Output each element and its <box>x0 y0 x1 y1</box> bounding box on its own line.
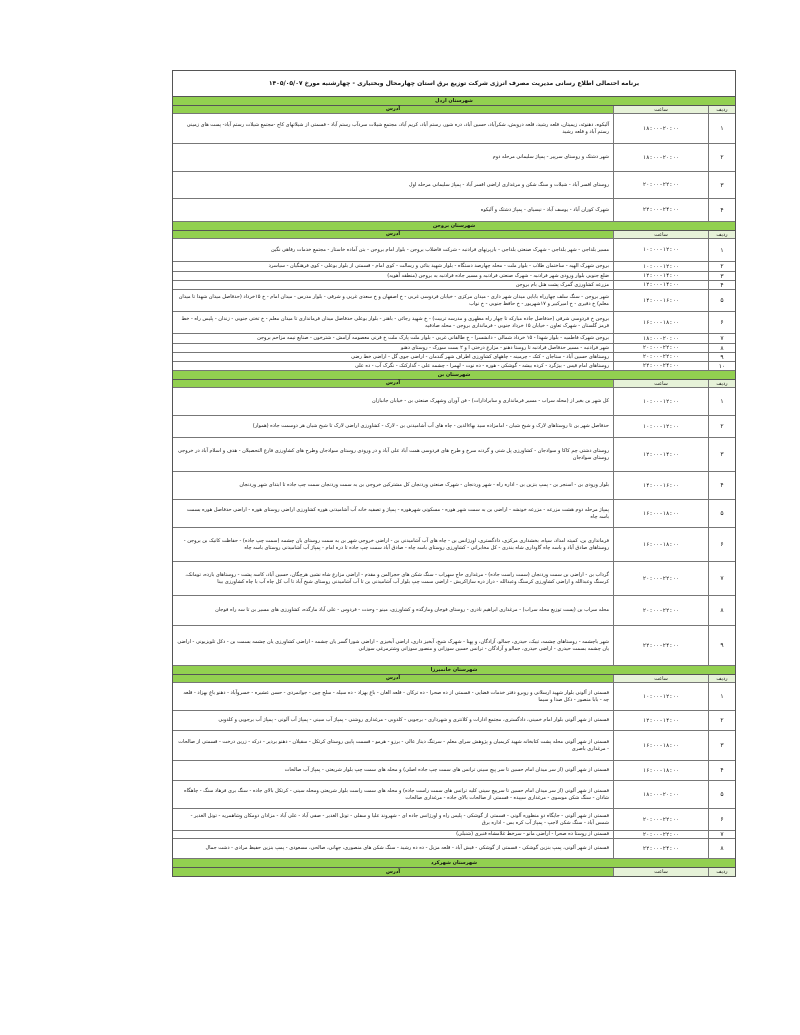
row-index: ۸ <box>708 596 735 625</box>
column-header-row <box>173 675 735 683</box>
row-address: روستای افسر آباد - شیلات و سنگ شکن و مرغداری اراضی افسر آباد - پمپاژ سلیمانی مرحله اول <box>408 181 609 188</box>
row-address: آلیکوه، دهنوئه، زیمیتان، قلعه رشید، قلعه درویش، شکرآباد، حسین آباد، دره شور، رستم آباد، کریم آباد، مجتمع شیلات سردآب رستم آباد - قسمتی از شیلاتهای کاج -مجتمع شیلات رستم آباد- پست های زمینی رستم آباد و قلعه رشید <box>186 121 609 135</box>
row-address: قسمتی از شهر آلونی، پمپ بنزین گوشکی - قسمتی از گوشکی - قیش آباد - قلعه مزیل - ده ده رشید - سنگ شکن های منصوری، جهانی، صالحی، مسعودی - پمپ بنزین حفیظ مرادی - دشت جمال <box>205 845 609 851</box>
row-index: ۲ <box>708 416 735 437</box>
row-address: قسمتی از روستا ده صحرا - اراضی مانو - سرخط غلامشاه قنبری (شنبلی) <box>456 831 609 837</box>
table-row <box>173 362 735 371</box>
row-index: ۹ <box>708 626 735 665</box>
column-header-address: آدرس <box>173 675 613 682</box>
row-time: ۱۸:۰۰-۲۰:۰۰ <box>613 334 708 343</box>
row-index: ۸ <box>708 344 735 352</box>
row-address: ضلع جنوبی بلوار ورودی شهر فرادنبه - شهرک صنعتی فرادنبه و مسیر جاده فرادنبه به بروجن (منطقه آهویه) <box>387 272 609 279</box>
row-time: ۲۲:۰۰-۲۴:۰۰ <box>613 839 708 858</box>
row-index: ۳ <box>708 172 735 198</box>
table-row <box>173 262 735 272</box>
row-index: ۱ <box>708 683 735 710</box>
row-time: ۱۴:۰۰-۱۶:۰۰ <box>613 472 708 499</box>
row-time: ۱۲:۰۰-۱۴:۰۰ <box>613 272 708 280</box>
row-time: ۲۲:۰۰-۲۴:۰۰ <box>613 626 708 665</box>
city-header: شهرستان خانمیرزا <box>173 666 735 675</box>
column-header-address: آدرس <box>173 380 613 387</box>
table-row <box>173 626 735 666</box>
row-time: ۱۸:۰۰-۲۰:۰۰ <box>613 144 708 171</box>
city-header: شهرستان بروجن <box>173 222 735 231</box>
row-address: قسمتی از شهر آلونی بلوار امام خمینی، دادگستری، مجتمع ادارات و کلانتری و شهرداری - برجویی - کلدوبی - مرغداری روشنی - پمپاژ آب سینی - پمپاژ آب آلونی - پمپاژ آب برجویی و کلدوبی <box>218 717 609 723</box>
table-row <box>173 809 735 831</box>
row-address: شهر دشتک و روستای سرپیر - پمپاژ سلیمانی مرحله دوم <box>492 154 609 160</box>
table-row <box>173 353 735 362</box>
column-header-address: آدرس <box>173 868 613 876</box>
column-header-address: آدرس <box>173 231 613 238</box>
row-address: شهر باچشمه - روستاهای چشمه، تیبک، حیدری، جمالو، آزادگان، و پهنا - شهرک شیخ، آبخیز داری، اراضی آبخیزی - اراضی شورا گسر یان چشمه - اراضی کشاورزی یان چشمه بسمت بن - دکل تلویزیونی - اراضی یان چشمه بسمت حیدری - اراضی حیدری، جمالو و آزادگان - ترانس حسین سوزانی و منصور سوزانی وشترمرغی سوزانی <box>177 638 609 652</box>
row-time: ۱۶:۰۰-۱۸:۰۰ <box>613 528 708 561</box>
table-row <box>173 199 735 222</box>
table-row <box>173 239 735 262</box>
row-time: ۱۲:۰۰-۱۴:۰۰ <box>613 438 708 471</box>
row-index: ۲ <box>708 711 735 730</box>
row-index: ۷ <box>708 334 735 343</box>
row-address: فرمانداری بن، کمیته امداد، سپاه، بخشداری مرکزی، دادگستری، اورژانس بن - چاه های آب آشامیدنی بن - اراضی خروجی شهر بن به سمت روستای بان چشمه (سمت چپ جاده) - حفاظت کانیک بن بروجن - روستاهای صادق آباد و باسه چاه گاوداری شاه بندری - کل مخابراتی - کشاورزی روستای باسه چاه - صادق آباد سمت چپ جاده تا دره امام - پمپاژ آب آشامیدنی روستای باسه چاه <box>183 537 609 551</box>
table-row <box>173 334 735 344</box>
row-time: ۱۶:۰۰-۱۸:۰۰ <box>613 731 708 760</box>
row-time: ۱۰:۰۰-۱۲:۰۰ <box>613 416 708 437</box>
row-time: ۱۴:۰۰-۱۶:۰۰ <box>613 290 708 311</box>
column-header-index: ردیف <box>708 231 735 238</box>
column-header-index: ردیف <box>708 868 735 876</box>
row-time: ۱۶:۰۰-۱۸:۰۰ <box>613 761 708 780</box>
row-time: ۲۰:۰۰-۲۲:۰۰ <box>613 353 708 361</box>
row-address: بروجن خ فردوسی شرقی (حدفاصل جاده مبارکه تا چهار راه مطهری و مدرسه تربیت) - خ شهید رجائی - باهنر - بلوار بوعلی حدفاصل میدان فرمانداری تا میدان معلم - خ تختی جنوبی - زندان - پلیس راه - خط قرمز گلستان - شهرک تعاون - خیابان ۱۵ خرداد جنوبی - فرمانداری بروجن - محله صادقیه <box>181 315 609 329</box>
table-row <box>173 281 735 290</box>
row-index: ۳ <box>708 438 735 471</box>
table-row <box>173 312 735 334</box>
row-index: ۹ <box>708 353 735 361</box>
row-index: ۶ <box>708 809 735 830</box>
table-row <box>173 472 735 500</box>
city-header: شهرستان اردل <box>173 97 735 106</box>
row-time: ۲۰:۰۰-۲۲:۰۰ <box>613 809 708 830</box>
row-time: ۲۰:۰۰-۲۲:۰۰ <box>613 831 708 838</box>
row-address: بروجن شهرک فاطمیه - بلوار شهدا - ۱۵ خرداد شمالی - دانشسرا - خ طالقانی غربی - بلوار ملت پارک ملت خ قرنی معصومه آرامش - شترخون - صنایع نیمه مزاحم بروجن <box>257 335 609 341</box>
row-address: کل شهر بن بغیر از (محله سراب - مسیر فرمانداری و سابرادارات) - فن آوران وشهرک صنعتی بن - خیابان جانبازان <box>371 398 609 404</box>
table-row <box>173 839 735 859</box>
table-row <box>173 683 735 711</box>
row-time: ۲۰:۰۰-۲۲:۰۰ <box>613 172 708 198</box>
row-index: ۶ <box>708 528 735 561</box>
outage-schedule-table <box>172 70 736 877</box>
table-row <box>173 438 735 472</box>
row-index: ۱ <box>708 114 735 143</box>
column-header-time: ساعت <box>613 380 708 387</box>
row-index: ۲ <box>708 144 735 171</box>
table-row <box>173 596 735 626</box>
table-row <box>173 290 735 312</box>
column-header-row <box>173 380 735 388</box>
row-address: پمپاژ مرحله دوم هشت مزرعه - مزرعه خونشه - اراضی بن به سمت شهر هوره - مسکونی شهرهوره - پمپاژ و تصفیه خانه آب آشامیدنی هوره کشاورزی اراضی روستای هوره - اراضی حدفاصل هوره بسمت باسه چاه <box>186 506 609 520</box>
row-time: ۲۰:۰۰-۲۲:۰۰ <box>613 344 708 352</box>
row-index: ۱ <box>708 239 735 261</box>
column-header-time: ساعت <box>613 675 708 682</box>
row-index: ۱۰ <box>708 362 735 370</box>
row-time: ۱۰:۰۰-۱۲:۰۰ <box>613 239 708 261</box>
table-row <box>173 731 735 761</box>
table-row <box>173 528 735 562</box>
table-row <box>173 388 735 416</box>
row-address: بلوار ورودی بن - اسنجر بن - پمپ بنزین بن - اداره راه - شهر وردنجان - شهرک صنعتی وردنجان کل مشترکین خروجی بن به سمت وردنجان سمت چپ جاده تا ابتدای شهر وردنجان <box>239 482 609 488</box>
row-time: ۱۲:۰۰-۱۴:۰۰ <box>613 281 708 289</box>
row-time: ۲۲:۰۰-۲۴:۰۰ <box>613 362 708 370</box>
row-index: ۳ <box>708 272 735 280</box>
row-address: مزرعه کشاورزی گمرک پشت هتل بام بروجن <box>515 281 609 288</box>
row-address: محله سراب بن (پست توزیع محله سراب) - مرغداری ابراهیم نادری - روستای فوجان ومارگده و کشاورزی، مینو - وحدت - فردوس - علی آباد مارگده، کشاورزی های مسیر بن تا سه راه فوجان <box>215 607 609 613</box>
row-address: شهر بروجن - سنگ سلف چهارراه بابایی میدان شهر داری - میدان مرکزی - خیابان فردوسی غربی - خ اصفهان و خ سعدی غربی و شرقی - بلوار مدرس - میدان امام - خ ۱۵خرداد (حدفاصل میدان شهدا تا میدان معلم) خ دقیری - خ امیرکبیر و ۱۷شهریور - خ حافظ جنوبی - خ نواب <box>178 293 609 307</box>
table-row <box>173 500 735 528</box>
row-address: روستای دشتی چم کاکا و سوادجان - کشاورزی پل شنی و گردنه سرخ و طرح های فردوسی همت آباد علی آباد و در ورودی روستای سوادجان وطرح های کشاورزی فارغ التحصیلان - هدف و اسلام آباد در خروجی روستای سوادجان <box>177 447 609 461</box>
column-header-row <box>173 106 735 114</box>
column-header-time: ساعت <box>613 868 708 876</box>
column-header-time: ساعت <box>613 106 708 113</box>
row-time: ۱۰:۰۰-۱۲:۰۰ <box>613 262 708 271</box>
table-row <box>173 272 735 281</box>
column-header-row <box>173 231 735 239</box>
row-time: ۱۸:۰۰-۲۰:۰۰ <box>613 781 708 808</box>
column-header-time: ساعت <box>613 231 708 238</box>
table-row <box>173 416 735 438</box>
row-address: مسیر بلداجی - شهر بلداجی - شهرک صنعتی بلداجی - بارپرنهای فرادنبه - شرکت فاضلاب بروجن - بلوار امام بروجن - بتن آماده خاستار - مجتمع خدمات رفاهی نگین <box>271 246 609 253</box>
row-address: شهر فرادنبه - مسیر حدفاصل فرادنبه تا روستا دهنو - مزارع درختی ا و ۲ بست سورک - روستای دهنو <box>400 344 609 351</box>
table-row <box>173 172 735 199</box>
row-time: ۱۲:۰۰-۱۴:۰۰ <box>613 711 708 730</box>
row-index: ۵ <box>708 290 735 311</box>
row-time: ۲۰:۰۰-۲۲:۰۰ <box>613 562 708 595</box>
row-index: ۳ <box>708 731 735 760</box>
row-index: ۷ <box>708 562 735 595</box>
row-address: حدفاصل شهر بن تا روستاهای لارک و شیخ شبان - امامزاده سید بهاءالدین - چاه های آب آشامیدنی بن - لارک - کشاورزی اراضی لارک تا شیخ شبان هر دوسمت جاده (هموار) <box>252 423 609 429</box>
row-index: ۱ <box>708 388 735 415</box>
row-index: ۴ <box>708 761 735 780</box>
row-address: قسمتی از شهر آلونی - جایگاه دو منظوره آلونی - قسمتی از گوشکی - پلیس راه و اورژانس جاده ای - شهروند علیا و سفلی - تونل الغدیر - صفی آباد - علی آباد - مزادان دومکان وشاهمریه - تونل الغدیر - شمس آباد - سنگ شکن لاجپ - پمپاژ آب کره بس - اداره برق <box>190 812 609 826</box>
column-header-index: ردیف <box>708 106 735 113</box>
row-address: شهرک کوران آباد - یوسف آباد - نیسیای - پمپاژ دشتک و آلیکوه <box>480 206 609 213</box>
table-row <box>173 144 735 172</box>
row-time: ۲۲:۰۰-۲۴:۰۰ <box>613 199 708 221</box>
row-index: ۷ <box>708 831 735 838</box>
row-time: ۱۸:۰۰-۲۰:۰۰ <box>613 114 708 143</box>
table-row <box>173 831 735 839</box>
column-header-index: ردیف <box>708 380 735 387</box>
row-address: گرداب بن - اراضی بن سمت وردنجان (سمت راست جاده) - مرغداری حاج سهراب - سنگ شکن های حجرالمن و مقدم - اراضی مزارع شاه نشین هرچگان، حسین آباد، کاسه پشت - روستاهای بارده، تومانک، کرسنگ وعبدالله و اراضی کشاورزی کرسنگ وعبدالله - دراز دره سازاکریش - اراضی سمت چپ بلوار آب آشامیدنی بن تا آب آشامیدنی روستای شیخ آباد تا آب کل چاه آب با چاه کشاورزی بینا <box>185 571 609 585</box>
column-header-address: آدرس <box>173 106 613 113</box>
row-index: ۸ <box>708 839 735 858</box>
row-time: ۱۶:۰۰-۱۸:۰۰ <box>613 312 708 333</box>
row-index: ۲ <box>708 262 735 271</box>
row-address: قسمتی از شهر آلونی محله پشت کتابخانه شهید کریمیان و پژوهش سرای معلم - سرتنگ دیناز عالی - برزو - هرمو - قسمت پایین روستای کرتکل - سقیلان - دهنو بردیر - درکه - زرین درخت - قسمتی از صالحات - مرغداری باصری <box>178 738 609 752</box>
table-row <box>173 711 735 731</box>
row-index: ۵ <box>708 500 735 527</box>
row-index: ۴ <box>708 281 735 289</box>
row-time: ۱۰:۰۰-۱۲:۰۰ <box>613 683 708 710</box>
column-header-row <box>173 868 735 876</box>
schedule-title: برنامه احتمالی اطلاع رسانی مدیریت مصرف انرژی شرکت توزیع برق استان چهارمحال وبختیاری - چهارشنبه مورخ ۱۴۰۵/۰۵/۰۷ <box>173 71 735 97</box>
row-time: ۱۶:۰۰-۱۸:۰۰ <box>613 500 708 527</box>
table-row <box>173 761 735 781</box>
city-header: شهرستان بن <box>173 371 735 380</box>
row-index: ۴ <box>708 199 735 221</box>
table-row <box>173 114 735 144</box>
row-index: ۵ <box>708 781 735 808</box>
row-address: قسمتی از شهر آلونی (از سر میدان امام حسین تا سر پیچ سینی ترانس های سمت چپ جاده اصلی) و محله های سمت چپ بلوار شریعتی - پمپاژ آب صالحات <box>284 767 609 773</box>
row-address: بروجن شهرک الهیه - ساختمان طلاب - بلوار ملت - محله چهارصد دستگاه - بلوار شهید بنائی و رسالت - کوی امام - قسمتی از بلوار بوعلی - کوی فرهنگیان - سیاسرد <box>268 263 609 269</box>
column-header-index: ردیف <box>708 675 735 682</box>
table-row <box>173 344 735 353</box>
row-address: روستاهای حسین آباد - ستاجان - کتک - چرمینه - چاههای کشاورزی اطراف شهر گندمان - اراضی جوی گل - اراضی خط رضی <box>351 353 609 360</box>
row-address: قسمتی از آلونی بلوار شهید ارسلانی و روبرو دفتر خدمات قضایی - قسمتی از ده صحرا - ده ترکان - قلعه الغان - باغ بهزاد - ده سیله - سلح چین - جوانمردی - حسن عشیره - خسروآباد - دهنو باغ بهزاد - قلعه چه - بابا منصور - دکل صدا و سیما <box>183 689 609 703</box>
row-index: ۶ <box>708 312 735 333</box>
row-time: ۱۰:۰۰-۱۲:۰۰ <box>613 388 708 415</box>
row-index: ۴ <box>708 472 735 499</box>
table-row <box>173 562 735 596</box>
row-address: روستاهای امام قیس - بیژگرد - کرده بیشه - گوشکی - هوره - ده نوت - لهمرا - چشمه علی - گدارکنک - نگرک آب - ده علی <box>354 362 609 369</box>
table-row <box>173 781 735 809</box>
city-header: شهرستان شهرکرد <box>173 859 735 868</box>
row-time: ۲۰:۰۰-۲۲:۰۰ <box>613 596 708 625</box>
row-address: قسمتی از شهر آلونی (از سر میدان امام حسین تا سرپیچ سینی کلیه ترانس های سمت راست جاده) و محله های سمت راست بلوار شریعتی ومحله سینی - کرتکل بالای جاده - سنگ بری فرهاد سنگ - چاهگاه شادان - سنگ شکن موسوی - مرغداری سپیده - قسمتی از صالحات بالای جاده - مرغداری صالحات <box>184 787 609 801</box>
